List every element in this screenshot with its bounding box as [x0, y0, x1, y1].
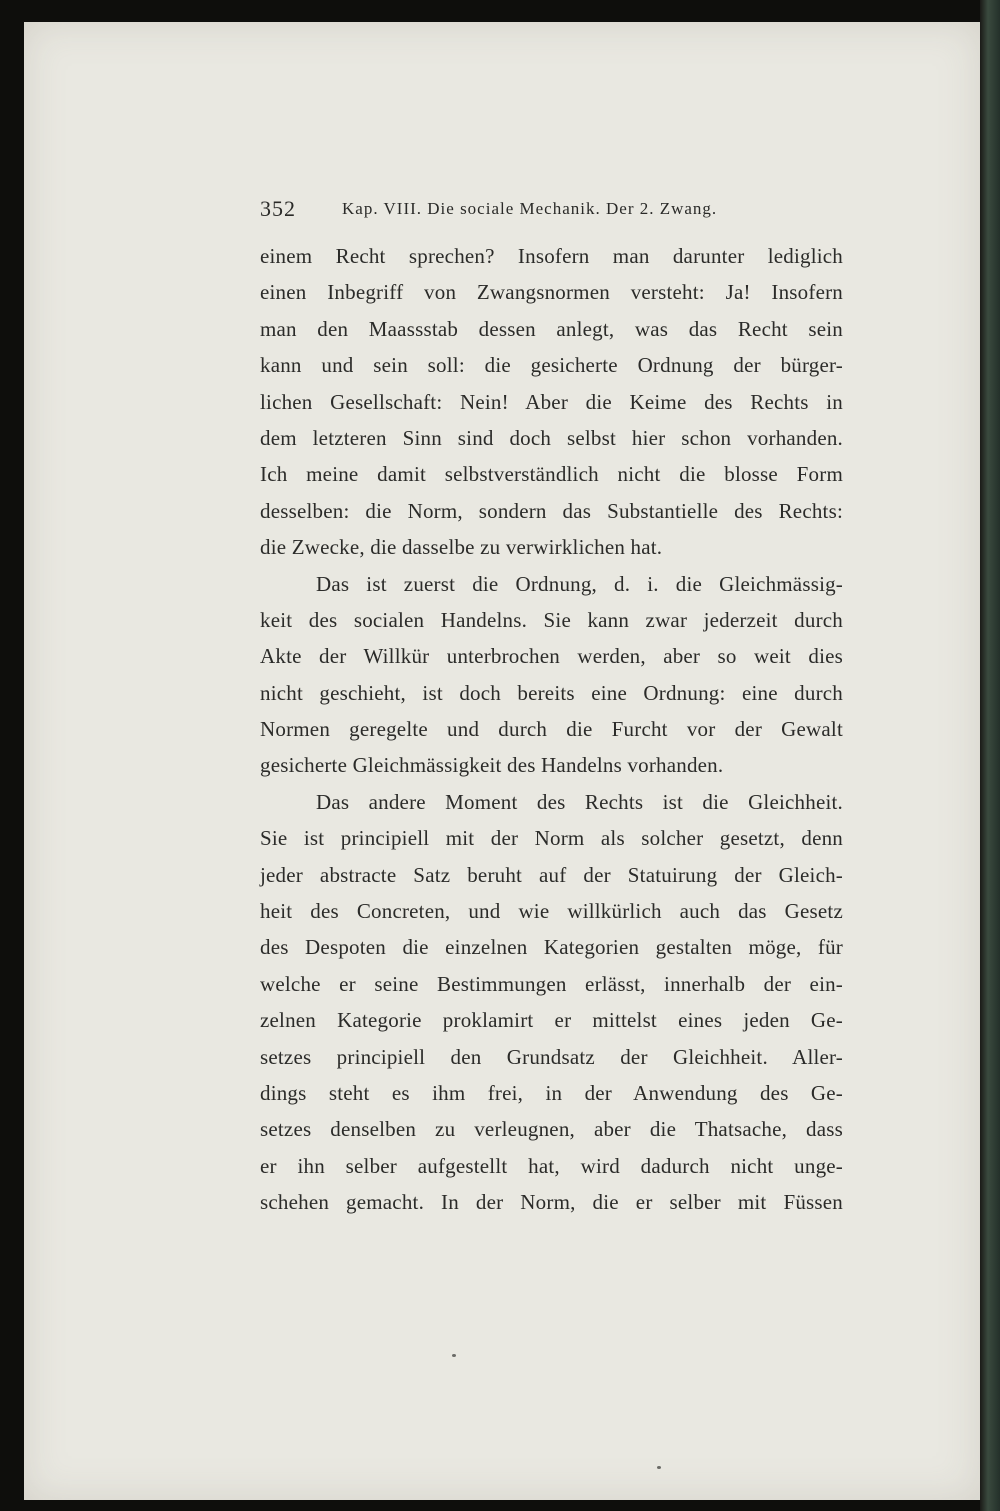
- text-line: er ihn selber aufgestellt hat, wird dadurch nicht unge-: [260, 1153, 843, 1178]
- text-line: kann und sein soll: die gesicherte Ordnung der bürger-: [260, 353, 843, 378]
- text-line: welche er seine Bestimmungen erlässt, innerhalb der ein-: [260, 971, 843, 996]
- text-line: Das andere Moment des Rechts ist die Gleichheit.: [316, 789, 843, 814]
- page-speck: [452, 1354, 456, 1357]
- text-line: einem Recht sprechen? Insofern man darunter lediglich: [260, 244, 843, 268]
- running-head: Kap. VIII. Die sociale Mechanik. Der 2. Zwang.: [342, 199, 718, 218]
- text-line: setzes principiell den Grundsatz der Gleichheit. Aller-: [260, 1044, 843, 1069]
- text-line: desselben: die Norm, sondern das Substantielle des Rechts:: [260, 498, 843, 523]
- body-text: [260, 238, 843, 1221]
- text-line: heit des Concreten, und wie willkürlich auch das Gesetz: [260, 899, 843, 924]
- text-line: Normen geregelte und durch die Furcht vor der Gewalt: [260, 717, 843, 742]
- text-line: des Despoten die einzelnen Kategorien gestalten möge, für: [260, 935, 843, 960]
- text-line: einen Inbegriff von Zwangsnormen versteht: Ja! Insofern: [260, 280, 843, 305]
- text-line: setzes denselben zu verleugnen, aber die Thatsache, dass: [260, 1117, 843, 1142]
- text-line: Das ist zuerst die Ordnung, d. i. die Gleichmässig-: [316, 571, 843, 596]
- text-line: gesicherte Gleichmässigkeit des Handelns vorhanden.: [260, 753, 724, 778]
- text-line: die Zwecke, die dasselbe zu verwirklichen hat.: [260, 535, 663, 560]
- text-line: dings steht es ihm frei, in der Anwendung des Ge-: [260, 1080, 843, 1105]
- page-speck: [657, 1466, 661, 1469]
- page-header: [260, 196, 760, 226]
- text-line: lichen Gesellschaft: Nein! Aber die Keime des Rechts in: [260, 389, 843, 414]
- text-line: Akte der Willkür unterbrochen werden, aber so weit dies: [260, 644, 843, 669]
- text-line: Ich meine damit selbstverständlich nicht die blosse Form: [260, 462, 843, 487]
- text-line: keit des socialen Handelns. Sie kann zwar jederzeit durch: [260, 607, 843, 632]
- text-line: man den Maassstab dessen anlegt, was das Recht sein: [260, 316, 843, 341]
- text-line: zelnen Kategorie proklamirt er mittelst eines jeden Ge-: [260, 1008, 843, 1033]
- text-line: jeder abstracte Satz beruht auf der Statuirung der Gleich-: [260, 862, 843, 887]
- text-line: schehen gemacht. In der Norm, die er selber mit Füssen: [260, 1190, 843, 1215]
- text-line: dem letzteren Sinn sind doch selbst hier schon vorhanden.: [260, 425, 843, 450]
- page-number: 352: [260, 196, 296, 221]
- page-edge: [980, 0, 1000, 1511]
- text-line: nicht geschieht, ist doch bereits eine Ordnung: eine durch: [260, 680, 843, 705]
- text-line: Sie ist principiell mit der Norm als solcher gesetzt, denn: [260, 826, 843, 851]
